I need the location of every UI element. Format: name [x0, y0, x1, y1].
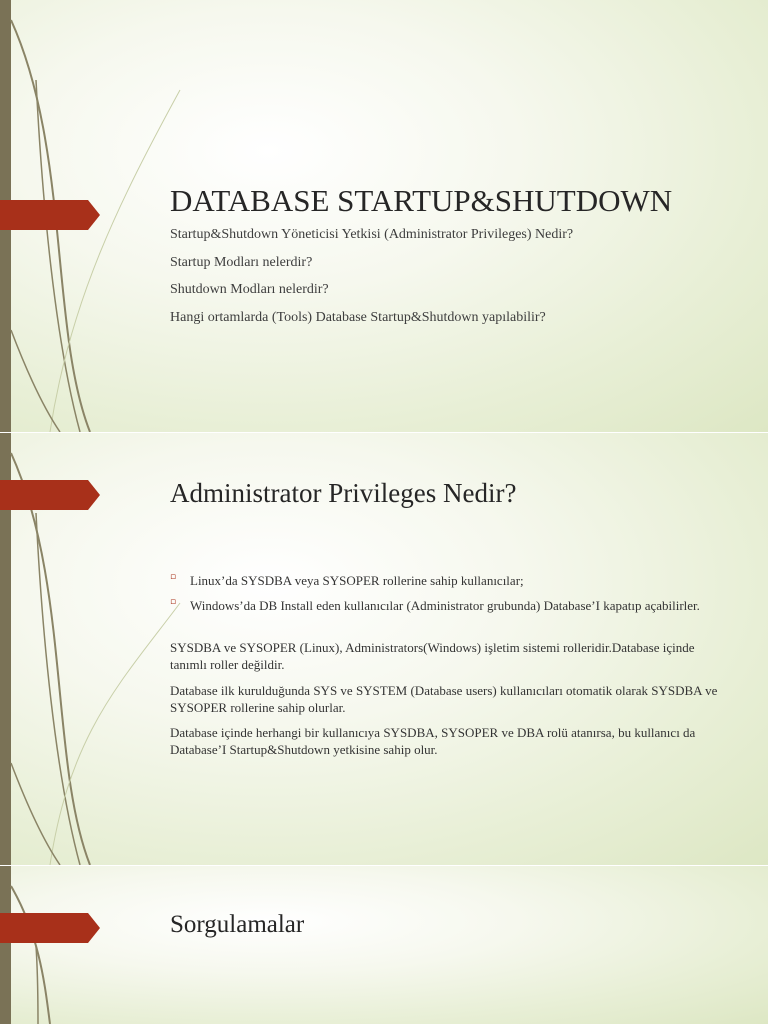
body-paragraph: Database ilk kurulduğunda SYS ve SYSTEM (Database users) kullanıcıları otomatik olarak SYSDBA ve SYSOPER rollerine sahip olurlar.: [170, 683, 718, 715]
agenda-item: Startup Modları nelerdir?: [170, 255, 313, 270]
slide-title: Sorgulamalar: [170, 911, 305, 938]
body-paragraph: Database içinde herhangi bir kullanıcıya SYSDBA, SYSOPER ve DBA rolü atanırsa, bu kullanıcı da Database’I Startup&Shutdown yetkisine sahip olur.: [170, 725, 696, 757]
slide-title: Administrator Privileges Nedir?: [170, 478, 517, 508]
decorative-swoosh: [0, 866, 200, 1024]
slide-accent-bar: [0, 866, 11, 1024]
agenda-item: Hangi ortamlarda (Tools) Database Startup&Shutdown yapılabilir?: [170, 310, 546, 325]
agenda-item: Startup&Shutdown Yöneticisi Yetkisi (Administrator Privileges) Nedir?: [170, 227, 574, 242]
square-bullet-icon: ▫: [170, 572, 177, 582]
agenda-item: Shutdown Modları nelerdir?: [170, 282, 329, 297]
red-arrow-marker: [0, 913, 100, 943]
red-arrow-marker: [0, 200, 100, 230]
slide-3: [0, 866, 768, 1024]
bullet-item: Windows’da DB Install eden kullanıcılar (Administrator grubunda) Database’I kapatıp açabilirler.: [190, 598, 700, 613]
slide-title: DATABASE STARTUP&SHUTDOWN: [170, 183, 673, 218]
red-arrow-marker: [0, 480, 100, 510]
body-paragraph: SYSDBA ve SYSOPER (Linux), Administrators(Windows) işletim sistemi rolleridir.Database içinde tanımlı roller değildir.: [170, 640, 695, 672]
square-bullet-icon: ▫: [170, 597, 177, 607]
bullet-item: Linux’da SYSDBA veya SYSOPER rollerine sahip kullanıcılar;: [190, 573, 524, 588]
